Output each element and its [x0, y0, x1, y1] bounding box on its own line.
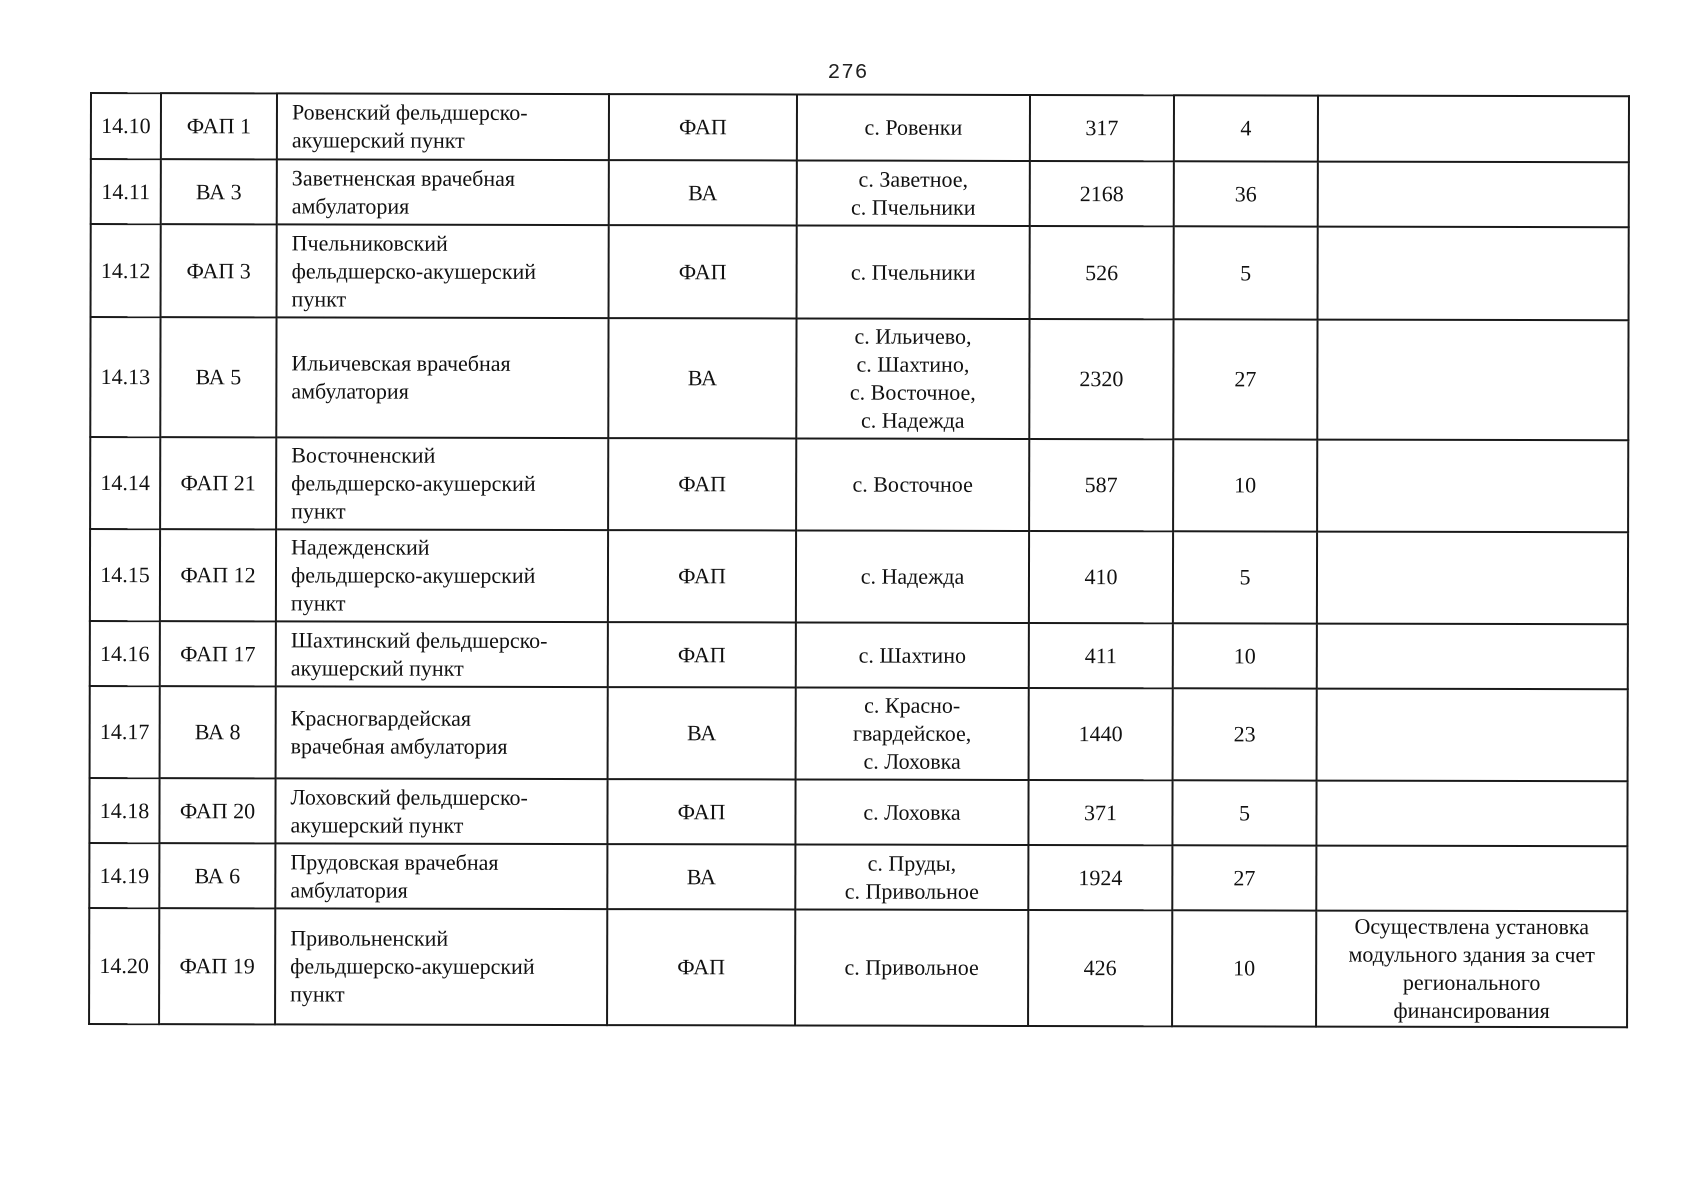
facility-name	[276, 621, 608, 687]
settlements-line: с. Шахтино,	[856, 351, 970, 377]
note-line: модульного здания за счет	[1348, 941, 1595, 968]
facility-code: ВА 8	[160, 686, 276, 778]
table-row	[91, 93, 1629, 162]
note	[1317, 532, 1628, 625]
note-line: Осуществлена установка	[1354, 913, 1590, 940]
settlements	[797, 225, 1030, 318]
facility-name-line: пункт	[290, 981, 345, 1007]
table-row	[91, 224, 1629, 320]
facility-type: ФАП	[607, 909, 795, 1025]
note	[1317, 689, 1628, 782]
facility-name	[276, 686, 608, 779]
population: 426	[1028, 910, 1172, 1026]
facility-code: ФАП 20	[159, 778, 275, 843]
facility-name-line: Лоховский фельдшерско-	[290, 783, 528, 810]
facility-type: ВА	[608, 318, 796, 438]
value: 23	[1173, 688, 1317, 780]
value: 10	[1173, 439, 1317, 531]
row-number: 14.17	[90, 686, 160, 778]
value: 4	[1174, 95, 1318, 161]
facility-name-line: фельдшерско-акушерский	[290, 953, 535, 979]
settlements-line: с. Пчельники	[850, 259, 976, 285]
settlements	[796, 530, 1029, 622]
facility-type: ФАП	[608, 530, 796, 622]
value: 27	[1173, 319, 1317, 439]
settlements-line: с. Красно-	[864, 692, 961, 718]
population: 2168	[1030, 161, 1174, 226]
row-number: 14.11	[91, 159, 161, 224]
settlements	[796, 438, 1029, 530]
settlements	[796, 687, 1029, 779]
facility-name-line: фельдшерско-акушерский	[290, 562, 536, 588]
row-number: 14.15	[90, 529, 160, 621]
facility-name-line: фельдшерско-акушерский	[291, 470, 536, 496]
facility-name-line: фельдшерско-акушерский	[291, 257, 537, 284]
settlements-line: с. Ровенки	[864, 114, 963, 140]
note	[1316, 911, 1627, 1028]
facility-name-line: пункт	[291, 285, 347, 312]
facility-name-line: Шахтинский фельдшерско-	[290, 626, 548, 653]
population: 1924	[1028, 845, 1172, 910]
table-body	[89, 93, 1629, 1027]
facility-code: ФАП 1	[161, 93, 277, 159]
row-number: 14.18	[89, 778, 159, 843]
settlements-line: с. Восточное,	[849, 379, 976, 405]
table-row	[89, 843, 1627, 911]
facility-code: ФАП 3	[161, 224, 277, 317]
population: 2320	[1029, 319, 1173, 439]
facility-code: ВА 3	[161, 159, 277, 224]
population: 1440	[1029, 688, 1173, 780]
facility-name	[277, 159, 609, 225]
settlements	[796, 318, 1029, 438]
facility-type: ФАП	[608, 622, 796, 687]
page-number: 276	[827, 62, 869, 85]
facility-name	[275, 908, 607, 1025]
row-number: 14.16	[90, 621, 160, 686]
facility-name-line: акушерский пункт	[290, 654, 464, 681]
table-row	[89, 778, 1627, 846]
population: 317	[1030, 95, 1174, 161]
row-number: 14.12	[91, 224, 161, 317]
facility-name-line: акушерский пункт	[290, 811, 464, 838]
population: 410	[1029, 531, 1173, 623]
facility-code: ФАП 17	[160, 621, 276, 686]
settlements	[797, 160, 1030, 225]
note	[1318, 227, 1629, 321]
population: 411	[1029, 623, 1173, 688]
note	[1317, 624, 1628, 690]
table-row	[90, 686, 1628, 781]
facility-name-line: амбулатория	[291, 192, 410, 219]
settlements-line: с. Надежда	[861, 407, 965, 433]
facilities-table	[88, 92, 1630, 1028]
facility-code: ФАП 19	[159, 908, 275, 1024]
settlements-line: с. Привольное	[844, 878, 979, 904]
value: 5	[1173, 531, 1317, 623]
facility-type: ФАП	[609, 225, 797, 318]
facility-type: ВА	[608, 687, 796, 779]
settlements-line: с. Заветное,	[858, 166, 969, 192]
settlements-line: с. Лоховка	[863, 748, 961, 774]
facility-name-line: пункт	[290, 590, 346, 616]
facility-name-line: пункт	[291, 498, 346, 524]
facility-name	[277, 224, 609, 318]
settlements-line: с. Ильичево,	[854, 323, 972, 349]
row-number: 14.13	[90, 317, 160, 437]
facility-name	[276, 317, 608, 438]
row-number: 14.10	[91, 93, 161, 159]
facility-type: ВА	[607, 844, 795, 909]
settlements	[795, 779, 1028, 844]
settlements-line: с. Привольное	[844, 954, 979, 980]
facility-name-line: Заветненская врачебная	[291, 164, 516, 191]
facility-name-line: акушерский пункт	[291, 127, 465, 153]
facility-name-line: Ильичевская врачебная	[291, 350, 511, 376]
value: 10	[1172, 910, 1316, 1026]
value: 27	[1172, 845, 1316, 910]
facility-name	[276, 529, 608, 622]
settlements	[796, 622, 1029, 687]
table-row	[90, 437, 1628, 532]
settlements-line: с. Пруды,	[867, 850, 957, 876]
note-line: финансирования	[1393, 997, 1550, 1024]
facility-name-line: Красногвардейская	[290, 705, 472, 731]
facility-name-line: Ровенский фельдшерско-	[291, 99, 528, 125]
value: 5	[1172, 780, 1316, 845]
table-row	[90, 529, 1628, 624]
facility-name-line: амбулатория	[291, 378, 409, 404]
facility-name-line: врачебная амбулатория	[290, 733, 508, 759]
note	[1318, 162, 1629, 228]
population: 587	[1029, 439, 1173, 531]
note	[1317, 440, 1628, 533]
value: 36	[1174, 161, 1318, 226]
row-number: 14.14	[90, 437, 160, 529]
facility-name	[277, 93, 609, 160]
facility-code: ФАП 21	[160, 437, 276, 529]
note	[1316, 781, 1627, 847]
row-number: 14.20	[89, 908, 159, 1024]
population: 371	[1028, 780, 1172, 845]
facility-code: ВА 5	[160, 317, 276, 437]
settlements-line: гвардейское,	[853, 720, 972, 746]
settlements	[795, 844, 1028, 909]
facility-name-line: Прудовская врачебная	[290, 848, 499, 875]
facility-name	[275, 843, 607, 909]
settlements-line: с. Надежда	[860, 563, 965, 589]
table-row	[89, 908, 1627, 1027]
note	[1316, 846, 1627, 912]
facility-code: ВА 6	[159, 843, 275, 908]
settlements-line: с. Пчельники	[850, 194, 976, 220]
facility-name-line: Пчельниковский	[291, 229, 448, 256]
facility-name-line: Надежденский	[291, 534, 430, 560]
settlements-line: с. Восточное	[852, 471, 973, 497]
table-row	[90, 317, 1628, 440]
facility-type: ФАП	[608, 438, 796, 530]
population: 526	[1030, 226, 1174, 319]
note	[1317, 320, 1628, 441]
facility-type: ФАП	[609, 94, 797, 160]
note	[1318, 96, 1629, 163]
row-number: 14.19	[89, 843, 159, 908]
facility-name-line: Восточненский	[291, 442, 436, 468]
facility-name-line: амбулатория	[290, 876, 408, 903]
settlements-line: с. Лоховка	[863, 799, 961, 825]
facility-name	[276, 437, 608, 530]
facility-type: ФАП	[607, 779, 795, 844]
settlements	[795, 909, 1028, 1025]
facility-name	[275, 778, 607, 844]
facility-name-line: Привольненский	[290, 925, 449, 951]
table-row	[91, 159, 1629, 227]
value: 10	[1173, 623, 1317, 688]
value: 5	[1174, 226, 1318, 319]
facility-type: ВА	[609, 160, 797, 225]
facility-code: ФАП 12	[160, 529, 276, 621]
settlements-line: с. Шахтино	[858, 642, 967, 668]
table-row	[90, 621, 1628, 689]
settlements	[797, 94, 1030, 160]
note-line: регионального	[1402, 969, 1541, 996]
